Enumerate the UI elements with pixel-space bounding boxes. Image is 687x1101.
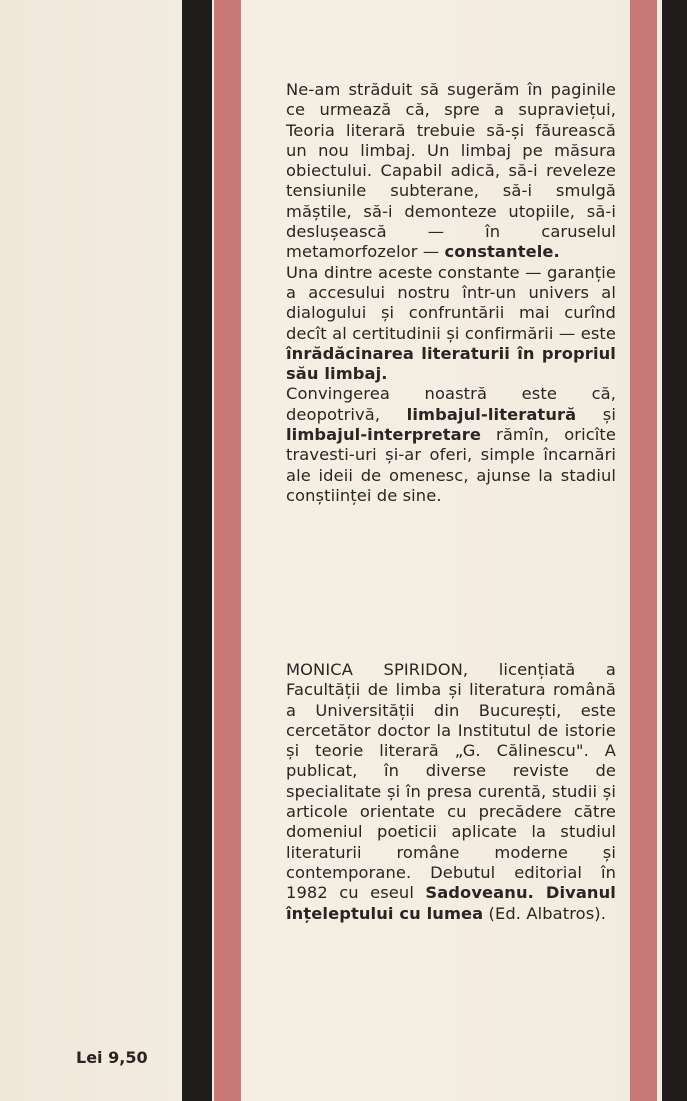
red-stripe-right bbox=[630, 0, 657, 1101]
blurb-paragraph-1: Ne-am străduit să sugerăm în paginile ce urmează că, spre a supraviețui, Teoria literară trebuie să-și făurească un nou limbaj. Un limbaj pe măsura obiectului. Capabil adică, să-i reveleze tensiunile subterane, să-i smulgă măștile, să-i demonteze utopiile, să-i deslușească — în caruselul metamorfozelor — constantele. bbox=[286, 80, 616, 262]
price-label: Lei 9,50 bbox=[76, 1048, 148, 1067]
black-stripe-right bbox=[662, 0, 687, 1101]
blurb-paragraph-3: Convingerea noastră este că, deopotrivă, limbajul-literatură și limbajul-interpretare rămîn, oricîte travesti-uri și-ar oferi, simple încarnări ale ideii de omenesc, ajunse la stadiul conștiinței de sine. bbox=[286, 384, 616, 505]
blurb-text bbox=[286, 80, 616, 506]
author-bio bbox=[286, 660, 616, 924]
black-stripe-left bbox=[182, 0, 212, 1101]
red-stripe-left bbox=[214, 0, 241, 1101]
blurb-paragraph-2: Una dintre aceste constante — garanție a accesului nostru într-un univers al dialogului și confruntării mai curînd decît al certitudinii și confirmării — este înrădăcinarea literaturii în propriul său limbaj. bbox=[286, 262, 616, 384]
author-bio-paragraph: MONICA SPIRIDON, licențiată a Facultății de limba și literatura română a Universității din București, este cercetător doctor la Institutul de istorie și teorie literară „G. Călinescu". A publicat, în diverse reviste de specialitate și în presa curentă, studii și articole orientate cu precădere către domeniul poeticii aplicate la studiul literaturii române moderne și contemporane. Debutul editorial în 1982 cu eseul Sadoveanu. Divanul înțeleptului cu lumea (Ed. Albatros). bbox=[286, 660, 616, 923]
